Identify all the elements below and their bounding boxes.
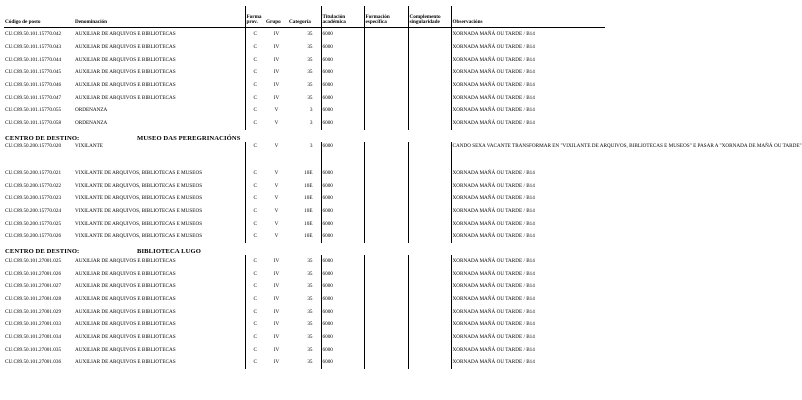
cell-titulacion: 6000 — [321, 255, 364, 268]
cell-formacion — [364, 293, 408, 306]
cell-denominacion: VIXILANTE DE ARQUIVOS, BIBLIOTECAS E MUSEOS — [75, 182, 203, 189]
cell-formacion — [364, 267, 408, 280]
section-name: MUSEO DAS PEREGRINACIÓNS — [137, 134, 241, 142]
cell-forma: C — [245, 28, 265, 41]
cell-categoria: 35 — [307, 82, 313, 89]
cell-complemento — [408, 192, 451, 205]
cell-complemento — [408, 230, 451, 243]
cell-observacions: XORNADA MAÑÁ OU TARDE / B14 — [451, 356, 605, 369]
cell-categoria: 10E — [304, 233, 313, 240]
cell-formacion — [364, 91, 408, 104]
cell-denominacion: AUXILIAR DE ARQUIVOS E BIBLIOTECAS — [75, 270, 176, 277]
cell-grupo: IV — [273, 31, 280, 38]
cell-grupo: IV — [273, 359, 280, 366]
table-row — [4, 356, 605, 369]
cell-titulacion: 6000 — [321, 331, 364, 344]
cell-denominacion: ORDENANZA — [75, 107, 108, 114]
table-row — [4, 267, 605, 280]
section-name: BIBLIOTECA LUGO — [137, 247, 201, 255]
table-row — [4, 305, 605, 318]
cell-formacion — [364, 53, 408, 66]
cell-formacion — [364, 217, 408, 230]
table-row — [4, 117, 605, 130]
cell-grupo: V — [274, 107, 279, 114]
cell-grupo: IV — [273, 283, 280, 290]
header-observacions: Observacións — [451, 6, 605, 28]
cell-denominacion: AUXILIAR DE ARQUIVOS E BIBLIOTECAS — [75, 296, 176, 303]
cell-categoria: 3 — [309, 107, 313, 114]
table-row — [4, 343, 605, 356]
section-label: CENTRO DE DESTINO: — [5, 134, 80, 142]
cell-categoria: 35 — [307, 44, 313, 51]
cell-codigo: CU.C89.50.200.15770.023 — [5, 195, 62, 202]
cell-observacions: XORNADA MAÑÁ OU TARDE / B14 — [451, 255, 605, 268]
cell-denominacion: AUXILIAR DE ARQUIVOS E BIBLIOTECAS — [75, 283, 176, 290]
cell-forma: C — [245, 343, 265, 356]
cell-observacions: XORNADA MAÑÁ OU TARDE / B14 — [451, 230, 605, 243]
cell-denominacion: AUXILIAR DE ARQUIVOS E BIBLIOTECAS — [75, 257, 176, 264]
cell-observacions: XORNADA MAÑÁ OU TARDE / B14 — [451, 217, 605, 230]
header-formacion: Formación específica — [364, 6, 408, 28]
cell-categoria: 35 — [307, 321, 313, 328]
cell-grupo: V — [274, 207, 279, 214]
cell-denominacion: AUXILIAR DE ARQUIVOS E BIBLIOTECAS — [75, 44, 176, 51]
cell-complemento — [408, 318, 451, 331]
table-row — [4, 91, 605, 104]
table-row — [4, 66, 605, 79]
cell-grupo: V — [274, 195, 279, 202]
cell-forma: C — [245, 179, 265, 192]
cell-codigo: CU.C89.50.101.15770.055 — [5, 107, 62, 114]
table-row — [4, 53, 605, 66]
cell-formacion — [364, 179, 408, 192]
cell-categoria: 35 — [307, 56, 313, 63]
cell-codigo: CU.C89.50.101.27001.028 — [5, 296, 62, 303]
cell-grupo: IV — [273, 346, 280, 353]
cell-observacions: XORNADA MAÑÁ OU TARDE / B14 — [451, 79, 605, 92]
cell-grupo: V — [274, 220, 279, 227]
cell-categoria: 3 — [309, 142, 313, 149]
cell-observacions: CANDO SEXA VACANTE TRANSFORMAR EN "VIXILANTE DE ARQUIVOS, BIBLIOTECAS E MUSEOS" E PASAR A "XORNADA DE MAÑÁ OU TARDE" — [451, 142, 605, 167]
cell-codigo: CU.C89.50.101.15770.042 — [5, 31, 62, 38]
cell-observacions: XORNADA MAÑÁ OU TARDE / B14 — [451, 179, 605, 192]
cell-titulacion: 6000 — [321, 205, 364, 218]
cell-categoria: 35 — [307, 270, 313, 277]
cell-titulacion: 6000 — [321, 179, 364, 192]
cell-complemento — [408, 66, 451, 79]
cell-forma: C — [245, 305, 265, 318]
cell-complemento — [408, 217, 451, 230]
cell-forma: C — [245, 205, 265, 218]
cell-observacions: XORNADA MAÑÁ OU TARDE / B14 — [451, 28, 605, 41]
cell-forma: C — [245, 255, 265, 268]
cell-complemento — [408, 305, 451, 318]
cell-denominacion: AUXILIAR DE ARQUIVOS E BIBLIOTECAS — [75, 82, 176, 89]
header-row — [4, 6, 605, 28]
cell-forma: C — [245, 356, 265, 369]
cell-forma: C — [245, 293, 265, 306]
cell-observacions: XORNADA MAÑÁ OU TARDE / B14 — [451, 66, 605, 79]
cell-denominacion: AUXILIAR DE ARQUIVOS E BIBLIOTECAS — [75, 94, 176, 101]
cell-categoria: 35 — [307, 346, 313, 353]
cell-complemento — [408, 167, 451, 180]
table-row — [4, 167, 605, 180]
table-row — [4, 142, 605, 167]
cell-grupo: IV — [273, 82, 280, 89]
cell-categoria: 35 — [307, 359, 313, 366]
cell-formacion — [364, 192, 408, 205]
cell-complemento — [408, 91, 451, 104]
cell-forma: C — [245, 53, 265, 66]
cell-grupo: IV — [273, 94, 280, 101]
cell-codigo: CU.C89.50.200.15770.024 — [5, 207, 62, 214]
cell-forma: C — [245, 66, 265, 79]
cell-observacions: XORNADA MAÑÁ OU TARDE / B14 — [451, 205, 605, 218]
cell-complemento — [408, 331, 451, 344]
table-row — [4, 255, 605, 268]
cell-complemento — [408, 343, 451, 356]
cell-grupo: V — [274, 142, 279, 149]
cell-categoria: 35 — [307, 69, 313, 76]
cell-forma: C — [245, 41, 265, 54]
cell-forma: C — [245, 142, 265, 167]
cell-forma: C — [245, 117, 265, 130]
cell-categoria: 10E — [304, 182, 313, 189]
cell-complemento — [408, 53, 451, 66]
cell-observacions: XORNADA MAÑÁ OU TARDE / B14 — [451, 343, 605, 356]
cell-denominacion: AUXILIAR DE ARQUIVOS E BIBLIOTECAS — [75, 321, 176, 328]
table-row — [4, 331, 605, 344]
cell-complemento — [408, 142, 451, 167]
cell-codigo: CU.C89.50.101.15770.046 — [5, 82, 62, 89]
cell-categoria: 10E — [304, 169, 313, 176]
cell-formacion — [364, 331, 408, 344]
table-row — [4, 318, 605, 331]
cell-observacions: XORNADA MAÑÁ OU TARDE / B14 — [451, 280, 605, 293]
cell-denominacion: AUXILIAR DE ARQUIVOS E BIBLIOTECAS — [75, 359, 176, 366]
cell-denominacion: VIXILANTE DE ARQUIVOS, BIBLIOTECAS E MUSEOS — [75, 233, 203, 240]
table-row — [4, 104, 605, 117]
cell-formacion — [364, 255, 408, 268]
cell-complemento — [408, 255, 451, 268]
cell-grupo: V — [274, 233, 279, 240]
table-row — [4, 28, 605, 41]
cell-titulacion: 6000 — [321, 28, 364, 41]
cell-grupo: IV — [273, 270, 280, 277]
cell-formacion — [364, 305, 408, 318]
cell-grupo: IV — [273, 257, 280, 264]
cell-forma: C — [245, 192, 265, 205]
cell-codigo: CU.C89.50.101.15770.044 — [5, 56, 62, 63]
cell-codigo: CU.C89.50.101.27001.036 — [5, 359, 62, 366]
cell-grupo: IV — [273, 56, 280, 63]
cell-titulacion: 6000 — [321, 117, 364, 130]
cell-codigo: CU.C89.50.101.15770.047 — [5, 94, 62, 101]
header-titulacion: Titulación académica — [321, 6, 364, 28]
table-body — [4, 28, 802, 369]
cell-formacion — [364, 117, 408, 130]
cell-categoria: 3 — [309, 120, 313, 127]
cell-formacion — [364, 230, 408, 243]
table-row — [4, 280, 605, 293]
cell-denominacion: AUXILIAR DE ARQUIVOS E BIBLIOTECAS — [75, 334, 176, 341]
cell-complemento — [408, 28, 451, 41]
cell-forma: C — [245, 91, 265, 104]
header-complemento: Complemento singularidade — [408, 6, 451, 28]
cell-observacions: XORNADA MAÑÁ OU TARDE / B14 — [451, 305, 605, 318]
header-forma: Forma prov. — [245, 6, 265, 28]
cell-codigo: CU.C89.50.101.27001.033 — [5, 321, 62, 328]
cell-forma: C — [245, 267, 265, 280]
cell-observacions: XORNADA MAÑÁ OU TARDE / B14 — [451, 167, 605, 180]
cell-codigo: CU.C89.50.200.15770.025 — [5, 220, 62, 227]
cell-grupo: IV — [273, 334, 280, 341]
table-row — [4, 79, 605, 92]
cell-titulacion: 6000 — [321, 104, 364, 117]
cell-codigo: CU.C89.50.101.27001.034 — [5, 334, 62, 341]
cell-denominacion: VIXILANTE DE ARQUIVOS, BIBLIOTECAS E MUSEOS — [75, 195, 203, 202]
cell-forma: C — [245, 230, 265, 243]
cell-observacions: XORNADA MAÑÁ OU TARDE / B14 — [451, 104, 605, 117]
cell-titulacion: 6000 — [321, 318, 364, 331]
cell-complemento — [408, 179, 451, 192]
cell-titulacion: 6000 — [321, 192, 364, 205]
cell-forma: C — [245, 79, 265, 92]
cell-forma: C — [245, 217, 265, 230]
cell-grupo: IV — [273, 296, 280, 303]
cell-titulacion: 6000 — [321, 343, 364, 356]
cell-complemento — [408, 117, 451, 130]
cell-formacion — [364, 318, 408, 331]
cell-codigo: CU.C89.50.101.15770.058 — [5, 120, 62, 127]
cell-titulacion: 6000 — [321, 53, 364, 66]
header-grupo: Grupo — [266, 19, 281, 26]
cell-denominacion: VIXILANTE DE ARQUIVOS, BIBLIOTECAS E MUSEOS — [75, 169, 203, 176]
cell-categoria: 35 — [307, 283, 313, 290]
cell-titulacion: 6000 — [321, 142, 364, 167]
cell-observacions: XORNADA MAÑÁ OU TARDE / B14 — [451, 91, 605, 104]
table-row — [4, 205, 605, 218]
cell-categoria: 35 — [307, 308, 313, 315]
cell-complemento — [408, 293, 451, 306]
cell-titulacion: 6000 — [321, 41, 364, 54]
positions-table — [4, 6, 802, 369]
cell-formacion — [364, 104, 408, 117]
cell-observacions: XORNADA MAÑÁ OU TARDE / B14 — [451, 318, 605, 331]
cell-complemento — [408, 79, 451, 92]
cell-categoria: 35 — [307, 334, 313, 341]
cell-formacion — [364, 142, 408, 167]
cell-formacion — [364, 28, 408, 41]
cell-denominacion: AUXILIAR DE ARQUIVOS E BIBLIOTECAS — [75, 69, 176, 76]
cell-titulacion: 6000 — [321, 79, 364, 92]
cell-denominacion: ORDENANZA — [75, 120, 108, 127]
cell-denominacion: VIXILANTE — [75, 142, 103, 149]
cell-formacion — [364, 343, 408, 356]
cell-denominacion: AUXILIAR DE ARQUIVOS E BIBLIOTECAS — [75, 56, 176, 63]
table-row — [4, 192, 605, 205]
cell-observacions: XORNADA MAÑÁ OU TARDE / B14 — [451, 53, 605, 66]
cell-formacion — [364, 167, 408, 180]
cell-formacion — [364, 280, 408, 293]
cell-categoria: 10E — [304, 207, 313, 214]
cell-categoria: 35 — [307, 296, 313, 303]
cell-observacions: XORNADA MAÑÁ OU TARDE / B14 — [451, 117, 605, 130]
cell-complemento — [408, 267, 451, 280]
cell-categoria: 35 — [307, 31, 313, 38]
cell-codigo: CU.C89.50.200.15770.022 — [5, 182, 62, 189]
cell-categoria: 10E — [304, 195, 313, 202]
cell-forma: C — [245, 331, 265, 344]
cell-categoria: 35 — [307, 94, 313, 101]
table-row — [4, 230, 605, 243]
cell-forma: C — [245, 104, 265, 117]
cell-denominacion: AUXILIAR DE ARQUIVOS E BIBLIOTECAS — [75, 308, 176, 315]
table-row — [4, 41, 605, 54]
cell-grupo: IV — [273, 321, 280, 328]
cell-codigo: CU.C89.50.101.27001.025 — [5, 257, 62, 264]
section-label: CENTRO DE DESTINO: — [5, 247, 80, 255]
cell-observacions: XORNADA MAÑÁ OU TARDE / B14 — [451, 293, 605, 306]
cell-forma: C — [245, 318, 265, 331]
cell-grupo: V — [274, 182, 279, 189]
cell-complemento — [408, 104, 451, 117]
cell-codigo: CU.C89.50.101.15770.043 — [5, 44, 62, 51]
cell-observacions: XORNADA MAÑÁ OU TARDE / B14 — [451, 192, 605, 205]
cell-grupo: V — [274, 169, 279, 176]
cell-observacions: XORNADA MAÑÁ OU TARDE / B14 — [451, 267, 605, 280]
cell-titulacion: 6000 — [321, 293, 364, 306]
cell-formacion — [364, 356, 408, 369]
cell-categoria: 35 — [307, 257, 313, 264]
cell-complemento — [408, 205, 451, 218]
header-denominacion: Denominación — [75, 19, 107, 26]
cell-formacion — [364, 205, 408, 218]
cell-denominacion: AUXILIAR DE ARQUIVOS E BIBLIOTECAS — [75, 346, 176, 353]
header-categoria: Categoría — [289, 19, 311, 26]
section-heading-biblioteca-lugo — [4, 243, 605, 255]
cell-denominacion: VIXILANTE DE ARQUIVOS, BIBLIOTECAS E MUSEOS — [75, 220, 203, 227]
table-row — [4, 293, 605, 306]
cell-titulacion: 6000 — [321, 267, 364, 280]
cell-observacions: XORNADA MAÑÁ OU TARDE / B14 — [451, 41, 605, 54]
cell-formacion — [364, 66, 408, 79]
cell-grupo: IV — [273, 69, 280, 76]
cell-titulacion: 6000 — [321, 356, 364, 369]
cell-titulacion: 6000 — [321, 66, 364, 79]
cell-titulacion: 6000 — [321, 167, 364, 180]
section-heading-museo — [4, 130, 605, 142]
cell-denominacion: VIXILANTE DE ARQUIVOS, BIBLIOTECAS E MUSEOS — [75, 207, 203, 214]
cell-grupo: V — [274, 120, 279, 127]
cell-grupo: IV — [273, 44, 280, 51]
cell-codigo: CU.C89.50.200.15770.021 — [5, 169, 62, 176]
cell-titulacion: 6000 — [321, 305, 364, 318]
cell-codigo: CU.C89.50.101.27001.027 — [5, 283, 62, 290]
table-row — [4, 179, 605, 192]
cell-titulacion: 6000 — [321, 217, 364, 230]
cell-titulacion: 6000 — [321, 280, 364, 293]
table-row — [4, 217, 605, 230]
cell-titulacion: 6000 — [321, 91, 364, 104]
cell-codigo: CU.C89.50.101.27001.026 — [5, 270, 62, 277]
cell-codigo: CU.C89.50.101.15770.045 — [5, 69, 62, 76]
cell-formacion — [364, 79, 408, 92]
cell-titulacion: 6000 — [321, 230, 364, 243]
cell-codigo: CU.C89.50.200.15770.026 — [5, 233, 62, 240]
cell-complemento — [408, 41, 451, 54]
cell-codigo: CU.C89.50.200.15770.020 — [5, 142, 62, 149]
cell-formacion — [364, 41, 408, 54]
cell-denominacion: AUXILIAR DE ARQUIVOS E BIBLIOTECAS — [75, 31, 176, 38]
cell-observacions: XORNADA MAÑÁ OU TARDE / B14 — [451, 331, 605, 344]
cell-codigo: CU.C89.50.101.27001.029 — [5, 308, 62, 315]
cell-codigo: CU.C89.50.101.27001.035 — [5, 346, 62, 353]
header-codigo: Código de posto — [5, 19, 41, 26]
cell-categoria: 10E — [304, 220, 313, 227]
cell-forma: C — [245, 167, 265, 180]
cell-complemento — [408, 280, 451, 293]
cell-grupo: IV — [273, 308, 280, 315]
cell-complemento — [408, 356, 451, 369]
cell-forma: C — [245, 280, 265, 293]
